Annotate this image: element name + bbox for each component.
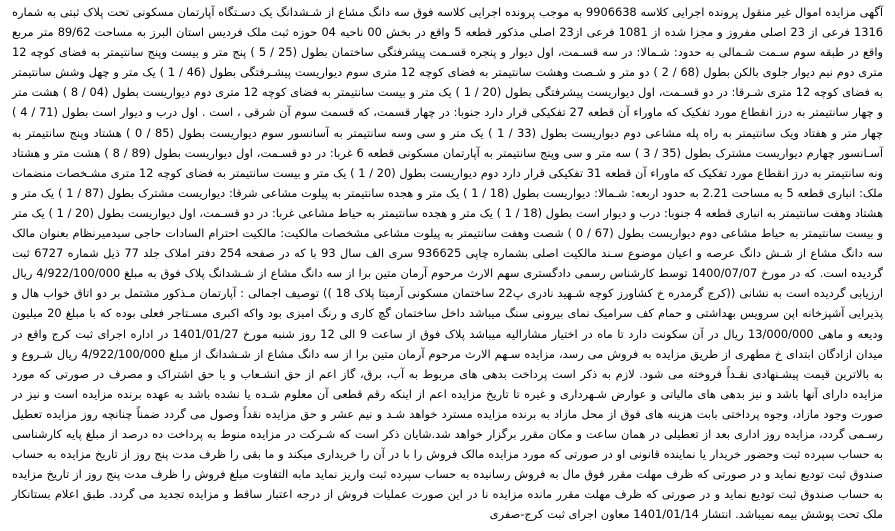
notice-body-text: آگهی مزایده اموال غیر منقول پرونده اجرایی کلاسه 9906638 به موجب پرونده اجرایی کلاسه فوق سه دانگ مشاع از شـشدانگ یک دسـتگاه آپارتمان مسکونی تحت پلاک ثبتی به شماره 1316 فرعی از 23 اصلی مفروز و مجزا شده از 1081 فرعی از23 اصلی مذکور قطعه 5 واقع در بخش 00 ناحیه 04 حوزه ثبت ملک فردیس استان البرز به مساحت 89/62 متر مربع واقع در طبقه سوم سـمت شـمالی به حدود: شـمالا: در سه قسـمت، اول دیوار و پنجره قسـمت پیشرفتگی ساختمان بطول (25 / 5 ) پنج متر و بیست وپنج سانتیمتر به فضای کوچه 12 متری دوم نیم دیوار جلوی بالکن بطول (68 / 2 ) دو متر و شـصت وهشت سانتیمتر به فضای کوچه 12 متری سوم دیواریست پیشـرفتگی بطول (46 / 1 ) یک متر و چهل وشش سانتیمتر به فضای کوچه 12 متری شـرقا: در دو قسـمت، اول دیواریست پیشرفتگی بطول (20 / 1 ) یک متر و بیست سانتیمتر به فضای کوچه 12 متری دوم دیواریست بطول (04 / 8 ) هشت متر و چهار سانتیمتر به درز انقطاع مورد تفکیک که ماوراء آن قطعه 27 تفکیکی قرار دارد جنوبا: در چهار قسمت، که قسمت سوم آن شرقی ، است . اول درب و دیوار است بطول (71 / 4 ) چهار متر و هفتاد ویک سانتیمتر به راه پله مشاعی دوم دیواریست بطول (33 / 1 ) یک متر و سی وسه سانتیمتر به آسانسور سوم دیواریست بطول (85 / 0 ) هشتاد وپنج سانتیمتر به آسـانسور چهارم دیواریست مشترک بطول (35 / 3 ) سه متر و سی وپنج سانتیمتر به آپارتمان مسکونی قطعه 6 غربا: در دو قسـمت، اول دیواریست بطول (89 / 8 ) هشت متر و هشتاد ونه سانتیمتر به درز انقطاع مورد تفکیک که ماوراء آن قطعه 31 تفکیکی قرار دارد دوم دیواریست بطول (20 / 1 ) یک متر و بیست سانتیمتر به فضای کوچه 12 متری مشـخصات منضمات ملک: انباری قطعه 5 به مساحت 2.21 به حدود اربعه: شـمالا: دیواریست بطول (18 / 1 ) یک متر و هجده سانتیمتر به پیلوت مشاعی شرقا: دیواریست مشترک بطول (87 / 1 ) یک متر و هشتاد وهفت سانتیمتر به انباری قطعه 4 جنوبا: درب و دیوار است بطول (18 / 1 ) یک متر و هجده سانتیمتر به حیاط مشاعی غربا: در دو قسـمت، اول دیواریست بطول (20 / 1 ) یک متر و بیست سانتیمتر به حیاط مشاعی دوم دیواریست بطول (67 / 0 ) شصت وهفت سانتیمتر به پیلوت مشاعی مشخصات مالکیت: مالکیت احترام السادات حاجی سیدمیرنظام بعنوان مالک سه دانگ مشاع از شـش دانگ عرصه و اعیان موضوع سـند مالکیت اصلی بشماره چاپی 936625 سری الف سال 93 با که در صفحه 254 دفتر املاک جلد 77 ذیل شماره 6727 ثبت گردیده است. که در مورخ 1400/07/07 توسط کارشناس رسمی دادگستری سهم الارث مرحوم آرمان متین برا از سه دانگ مشاع از شـشدانگ پلاک فوق به مبلغ 4/922/100/000 ریال ارزیابی گردیده است به نشانی ((کرج گرمدره خ کشاورز کوچه شـهید نادری پ22 ساختمان مسکونی آرمیتا پلاک 18 )) توصیف اجمالی : آپارتمان مـذکور مشتمل بر دو اتاق خواب هال و پذیرایی آشپزخانه اپن سرویس بهداشتی و حمام کف سرامیک نمای بیرونی سنگ میباشد داخل ساختمان گچ کاری و رنگ امیزی بود واکه اکبری مسـتاجر فعلی بوده که با مبلغ 20 میلیون ودیعه و ماهی 13/000/000 ریال در آن سکونت دارد تا ماه در اختیار مشارالیه میباشد پلاک فوق از ساعت 9 الی 12 روز شنبه مورخ 1401/01/27 در اداره اجرای ثبت کرج واقع در میدان ازادگان ابتدای خ مطهری از طریق مزایده به فروش می رسد، مزایده سـهم الارث مرحوم آرمان متین برا از سه دانگ مشاع از شـشدانگ از مبلغ 4/922/100/000 ریال شـروع و به بالاترین قیمت پیشـنهادی نقـداً فروخته می شود. لازم به ذکر است پرداخت بدهی های مربوط به آب، برق، گاز اعم از حق انشـعاب و یا حق اشتراک و مصرف در صورتی که مورد مزایده دارای آنها باشد و نیز بدهی های مالیاتی و عوارض شـهرداری و غیره تا تاریخ مزایده اعم از اینکه رقم قطعی آن معلوم شـده یا نشده باشد به عهده برنده مزایده است و نیز در صورت وجود مازاد، وجوه پرداختی بابت هزینه های فوق از محل مازاد به برنده مزایده مسترد خواهد شـد و نیم عشر و حق مزایده نقداً وصول می گردد ضمناً چنانچه روز مزایده تعطیل رسـمی گردد، مزایده روز اداری بعد از تعطیلی در همان ساعت و مکان مقرر برگزار خواهد شد.شایان ذکر است که شـرکت در مزایده منوط به پرداخت ده درصد از مبلغ پایه کارشناسی به حساب سپرده ثبت وحضور خریدار یا نماینده قانونی او در صورتی که مورد مزایده مالک فروش را با در آن را خریداری میکند و ما بقی را ظرف مدت پنج روز از تاریخ مزایده به حساب صندوق ثبت تودیع نماید و در صورتی که ظرف مهلت مقرر فوق مال به فروش رسانیده به حساب سپرده ثبت واریز نماید مابه التفاوت مبلغ فروش را ظرف مدت پنج روز از تاریخ مزایده به حساب صندوق ثبت تودیع نماید و در صورتی که ظرف مهلت مقرر مانده مزایده نا در این صورت عملیات فروش از درجه اعتبار ساقط و مزایده تجدید می گردد. طبق اعلام بستانکار ملک تحت پوشش بیمه نمیباشد. انتشار 1401/01/14 معاون اجرای ثبت کرج-صفری (12, 5, 883, 522)
auction-notice (6, 0, 889, 531)
